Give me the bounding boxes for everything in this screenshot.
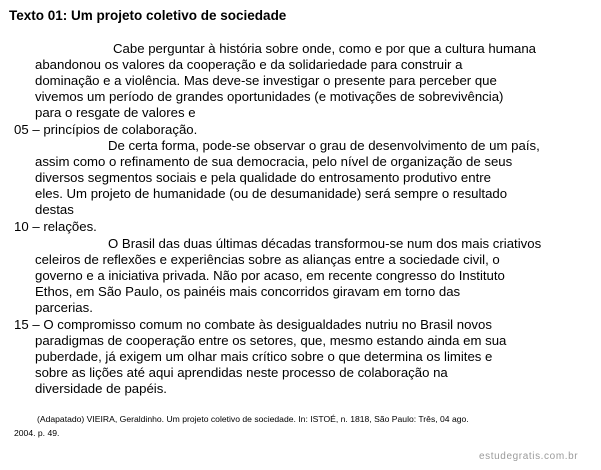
watermark: estudegratis.com.br: [479, 451, 579, 462]
text-line: para o resgate de valores e: [35, 105, 196, 120]
text-line: Ethos, em São Paulo, os painéis mais concorridos giravam em torno das: [35, 284, 461, 299]
text-line: vivemos um período de grandes oportunidades (e motivações de sobrevivência): [35, 89, 504, 104]
text-line: dominação e a violência. Mas deve-se investigar o presente para perceber que: [35, 73, 497, 88]
text-line: eles. Um projeto de humanidade (ou de desumanidade) será sempre o resultado: [35, 186, 508, 201]
text-line: diversidade de papéis.: [35, 381, 167, 396]
text-line: De certa forma, pode-se observar o grau de desenvolvimento de um país,: [108, 138, 540, 153]
document-title: Texto 01: Um projeto coletivo de sociedade: [9, 8, 287, 23]
text-line: abandonou os valores da cooperação e da solidariedade para construir a: [35, 57, 463, 72]
text-line: assim como o refinamento de sua democracia, pelo nível de organização de seus: [35, 154, 513, 169]
text-line: celeiros de reflexões e experiências sobre as alianças entre a sociedade civil, o: [35, 252, 500, 267]
text-line: destas: [35, 202, 74, 217]
numbered-line-15: 15 – O compromisso comum no combate às desigualdades nutriu no Brasil novos: [14, 317, 492, 332]
citation-line: (Adapatado) VIEIRA, Geraldinho. Um projeto coletivo de sociedade. In: ISTOÉ, n. 1818, São Paulo: Três, 04 ago.: [37, 414, 469, 424]
text-line: parcerias.: [35, 300, 93, 315]
citation-line: 2004. p. 49.: [14, 428, 60, 438]
text-line: governo e a iniciativa privada. Não por acaso, em recente congresso do Instituto: [35, 268, 505, 283]
text-line: diversos segmentos sociais e pela qualidade do entrosamento produtivo entre: [35, 170, 491, 185]
numbered-line-10: 10 – relações.: [14, 219, 97, 234]
text-line: puberdade, já exigem um olhar mais crítico sobre o que determina os limites e: [35, 349, 493, 364]
text-line: sobre as lições até aqui aprendidas neste processo de colaboração na: [35, 365, 448, 380]
text-line: paradigmas de cooperação entre os setores, que, mesmo estando ainda em sua: [35, 333, 507, 348]
numbered-line-05: 05 – princípios de colaboração.: [14, 122, 198, 137]
text-line: O Brasil das duas últimas décadas transformou-se num dos mais criativos: [108, 236, 542, 251]
text-line: Cabe perguntar à história sobre onde, como e por que a cultura humana: [113, 41, 536, 56]
